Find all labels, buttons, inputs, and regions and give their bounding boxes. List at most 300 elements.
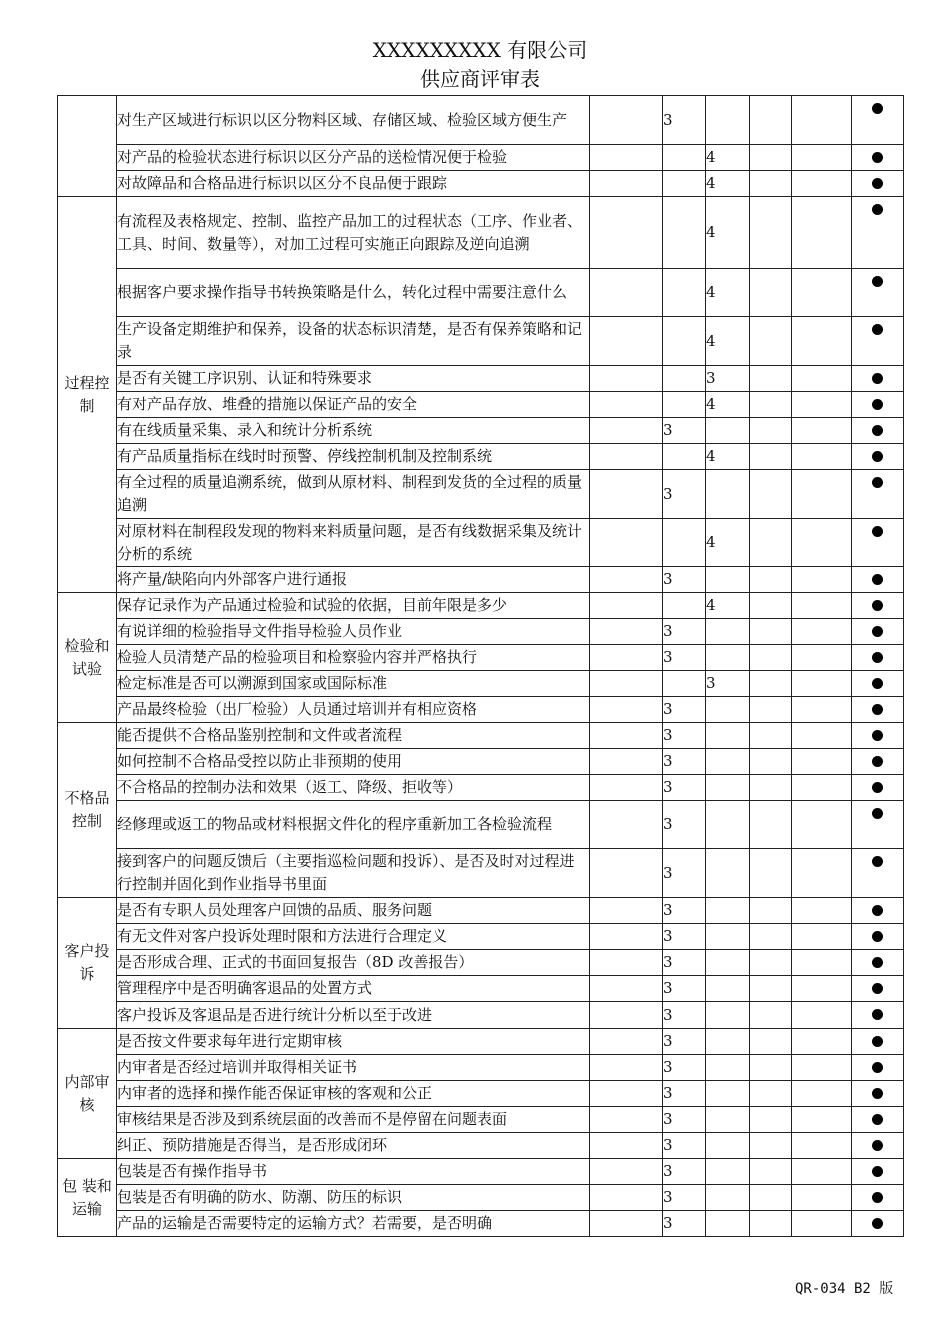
item-text-cell: 产品的运输是否需要特定的运输方式？若需要，是否明确	[117, 1211, 590, 1237]
empty-cell	[792, 197, 852, 269]
score-cell: 4	[706, 317, 750, 366]
empty-cell	[750, 924, 792, 950]
empty-cell	[590, 849, 663, 898]
empty-cell	[792, 619, 852, 645]
empty-cell	[590, 898, 663, 924]
empty-cell	[590, 1211, 663, 1237]
empty-cell	[750, 1081, 792, 1107]
category-cell: 检验和试验	[58, 593, 117, 723]
filled-circle-icon	[872, 178, 883, 189]
empty-cell	[706, 950, 750, 976]
filled-circle-icon	[872, 324, 883, 335]
empty-cell	[792, 1185, 852, 1211]
empty-cell	[792, 924, 852, 950]
mark-cell	[852, 749, 904, 775]
mark-cell	[852, 593, 904, 619]
filled-circle-icon	[872, 983, 883, 994]
empty-cell	[750, 317, 792, 366]
mark-cell	[852, 197, 904, 269]
empty-cell	[750, 1185, 792, 1211]
mark-cell	[852, 801, 904, 849]
table-row	[58, 1133, 904, 1159]
empty-cell	[792, 392, 852, 418]
empty-cell	[792, 444, 852, 470]
empty-cell	[706, 1029, 750, 1055]
category-cell	[58, 96, 117, 197]
item-text-cell: 将产量/缺陷向内外部客户进行通报	[117, 567, 590, 593]
table-row	[58, 444, 904, 470]
item-text-cell: 对原材料在制程段发现的物料来料质量问题，是否有线数据采集及统计分析的系统	[117, 519, 590, 567]
empty-cell	[663, 671, 706, 697]
score-cell: 3	[663, 801, 706, 849]
table-row	[58, 269, 904, 317]
table-row	[58, 1081, 904, 1107]
score-cell: 3	[663, 1002, 706, 1029]
empty-cell	[750, 723, 792, 749]
item-text-cell: 生产设备定期维护和保养，设备的状态标识清楚，是否有保养策略和记录	[117, 317, 590, 366]
score-cell: 4	[706, 269, 750, 317]
item-text-cell: 客户投诉及客退品是否进行统计分析以至于改进	[117, 1002, 590, 1029]
mark-cell	[852, 317, 904, 366]
category-cell: 不格品控制	[58, 723, 117, 898]
empty-cell	[792, 145, 852, 171]
mark-cell	[852, 697, 904, 723]
filled-circle-icon	[872, 730, 883, 741]
empty-cell	[792, 1081, 852, 1107]
empty-cell	[792, 96, 852, 145]
score-cell: 3	[663, 1107, 706, 1133]
score-cell: 3	[663, 976, 706, 1002]
filled-circle-icon	[872, 652, 883, 663]
mark-cell	[852, 418, 904, 444]
item-text-cell: 管理程序中是否明确客退品的处置方式	[117, 976, 590, 1002]
empty-cell	[792, 1055, 852, 1081]
empty-cell	[706, 898, 750, 924]
empty-cell	[663, 392, 706, 418]
evaluation-table	[57, 95, 904, 1237]
item-text-cell: 如何控制不合格品受控以防止非预期的使用	[117, 749, 590, 775]
empty-cell	[792, 1133, 852, 1159]
item-text-cell: 是否按文件要求每年进行定期审核	[117, 1029, 590, 1055]
item-text-cell: 检定标准是否可以溯源到国家或国际标准	[117, 671, 590, 697]
filled-circle-icon	[872, 678, 883, 689]
empty-cell	[792, 470, 852, 519]
empty-cell	[590, 96, 663, 145]
filled-circle-icon	[872, 856, 883, 867]
empty-cell	[706, 1211, 750, 1237]
item-text-cell: 保存记录作为产品通过检验和试验的依据，目前年限是多少	[117, 593, 590, 619]
filled-circle-icon	[872, 1166, 883, 1177]
item-text-cell: 有无文件对客户投诉处理时限和方法进行合理定义	[117, 924, 590, 950]
filled-circle-icon	[872, 1088, 883, 1099]
mark-cell	[852, 775, 904, 801]
table-row	[58, 801, 904, 849]
score-cell: 4	[706, 593, 750, 619]
filled-circle-icon	[872, 103, 883, 114]
item-text-cell: 有产品质量指标在线时时预警、停线控制机制及控制系统	[117, 444, 590, 470]
empty-cell	[750, 671, 792, 697]
mark-cell	[852, 269, 904, 317]
empty-cell	[663, 593, 706, 619]
table-row	[58, 1211, 904, 1237]
table-row	[58, 749, 904, 775]
empty-cell	[750, 444, 792, 470]
empty-cell	[750, 171, 792, 197]
filled-circle-icon	[872, 152, 883, 163]
table-row	[58, 849, 904, 898]
empty-cell	[590, 1185, 663, 1211]
empty-cell	[590, 1107, 663, 1133]
empty-cell	[590, 1133, 663, 1159]
company-name: XXXXXXXXX 有限公司	[372, 38, 588, 62]
empty-cell	[792, 775, 852, 801]
empty-cell	[590, 950, 663, 976]
empty-cell	[792, 366, 852, 392]
filled-circle-icon	[872, 451, 883, 462]
empty-cell	[706, 1081, 750, 1107]
empty-cell	[792, 1159, 852, 1185]
table-row	[58, 171, 904, 197]
empty-cell	[590, 924, 663, 950]
empty-cell	[590, 723, 663, 749]
table-row	[58, 1107, 904, 1133]
score-cell: 3	[663, 1029, 706, 1055]
empty-cell	[792, 801, 852, 849]
mark-cell	[852, 145, 904, 171]
empty-cell	[750, 1029, 792, 1055]
table-row	[58, 671, 904, 697]
empty-cell	[706, 1107, 750, 1133]
score-cell: 4	[706, 444, 750, 470]
empty-cell	[792, 317, 852, 366]
score-cell: 3	[663, 950, 706, 976]
item-text-cell: 经修理或返工的物品或材料根据文件化的程序重新加工各检验流程	[117, 801, 590, 849]
score-cell: 3	[663, 749, 706, 775]
score-cell: 4	[706, 197, 750, 269]
empty-cell	[750, 519, 792, 567]
empty-cell	[792, 269, 852, 317]
table-row	[58, 1159, 904, 1185]
empty-cell	[750, 269, 792, 317]
score-cell: 3	[663, 1081, 706, 1107]
empty-cell	[590, 197, 663, 269]
empty-cell	[706, 470, 750, 519]
filled-circle-icon	[872, 373, 883, 384]
mark-cell	[852, 976, 904, 1002]
table-row	[58, 317, 904, 366]
empty-cell	[706, 619, 750, 645]
score-cell: 3	[663, 723, 706, 749]
empty-cell	[750, 96, 792, 145]
item-text-cell: 不合格品的控制办法和效果（返工、降级、拒收等）	[117, 775, 590, 801]
table-row	[58, 1055, 904, 1081]
empty-cell	[792, 418, 852, 444]
mark-cell	[852, 96, 904, 145]
mark-cell	[852, 924, 904, 950]
filled-circle-icon	[872, 425, 883, 436]
score-cell: 3	[663, 1159, 706, 1185]
score-cell: 4	[706, 171, 750, 197]
empty-cell	[590, 145, 663, 171]
table-row	[58, 418, 904, 444]
empty-cell	[663, 197, 706, 269]
score-cell: 3	[663, 1133, 706, 1159]
filled-circle-icon	[872, 600, 883, 611]
item-text-cell: 是否有专职人员处理客户回馈的品质、服务问题	[117, 898, 590, 924]
score-cell: 3	[663, 775, 706, 801]
table-row	[58, 96, 904, 145]
item-text-cell: 有对产品存放、堆叠的措施以保证产品的安全	[117, 392, 590, 418]
filled-circle-icon	[872, 626, 883, 637]
table-row	[58, 645, 904, 671]
mark-cell	[852, 1002, 904, 1029]
score-cell: 3	[663, 470, 706, 519]
empty-cell	[663, 317, 706, 366]
empty-cell	[792, 645, 852, 671]
score-cell: 3	[663, 697, 706, 723]
mark-cell	[852, 470, 904, 519]
empty-cell	[590, 418, 663, 444]
filled-circle-icon	[872, 1062, 883, 1073]
filled-circle-icon	[872, 1036, 883, 1047]
score-cell: 4	[706, 392, 750, 418]
item-text-cell: 接到客户的问题反馈后（主要指巡检问题和投诉）、是否及时对过程进行控制并固化到作业指导书里面	[117, 849, 590, 898]
table-row	[58, 697, 904, 723]
table-row	[58, 898, 904, 924]
mark-cell	[852, 1159, 904, 1185]
empty-cell	[590, 775, 663, 801]
empty-cell	[706, 645, 750, 671]
empty-cell	[590, 444, 663, 470]
empty-cell	[706, 723, 750, 749]
empty-cell	[663, 171, 706, 197]
score-cell: 3	[706, 671, 750, 697]
empty-cell	[706, 96, 750, 145]
empty-cell	[706, 1055, 750, 1081]
table-row	[58, 392, 904, 418]
item-text-cell: 包装是否有操作指导书	[117, 1159, 590, 1185]
empty-cell	[706, 801, 750, 849]
category-cell: 客户投诉	[58, 898, 117, 1029]
empty-cell	[706, 1185, 750, 1211]
table-row	[58, 519, 904, 567]
empty-cell	[792, 976, 852, 1002]
empty-cell	[750, 950, 792, 976]
mark-cell	[852, 1211, 904, 1237]
table-row	[58, 1002, 904, 1029]
empty-cell	[750, 197, 792, 269]
item-text-cell: 内审者的选择和操作能否保证审核的客观和公正	[117, 1081, 590, 1107]
item-text-cell: 是否有关键工序识别、认证和特殊要求	[117, 366, 590, 392]
filled-circle-icon	[872, 808, 883, 819]
filled-circle-icon	[872, 1140, 883, 1151]
mark-cell	[852, 1055, 904, 1081]
empty-cell	[590, 671, 663, 697]
item-text-cell: 能否提供不合格品鉴别控制和文件或者流程	[117, 723, 590, 749]
filled-circle-icon	[872, 399, 883, 410]
table-row	[58, 145, 904, 171]
empty-cell	[750, 418, 792, 444]
table-row	[58, 470, 904, 519]
empty-cell	[750, 470, 792, 519]
empty-cell	[706, 567, 750, 593]
mark-cell	[852, 671, 904, 697]
empty-cell	[590, 619, 663, 645]
score-cell: 4	[706, 519, 750, 567]
item-text-cell: 有流程及表格规定、控制、监控产品加工的过程状态（工序、作业者、工具、时间、数量等），对加工过程可实施正向跟踪及逆向追溯	[117, 197, 590, 269]
item-text-cell: 有说详细的检验指导文件指导检验人员作业	[117, 619, 590, 645]
filled-circle-icon	[872, 957, 883, 968]
empty-cell	[792, 519, 852, 567]
empty-cell	[792, 567, 852, 593]
item-text-cell: 根据客户要求操作指导书转换策略是什么，转化过程中需要注意什么	[117, 269, 590, 317]
table-row	[58, 619, 904, 645]
filled-circle-icon	[872, 905, 883, 916]
empty-cell	[706, 849, 750, 898]
filled-circle-icon	[872, 526, 883, 537]
empty-cell	[792, 1002, 852, 1029]
table-row	[58, 1029, 904, 1055]
empty-cell	[750, 1159, 792, 1185]
empty-cell	[750, 697, 792, 723]
form-title: 供应商评审表	[420, 67, 540, 91]
empty-cell	[590, 1055, 663, 1081]
table-row	[58, 593, 904, 619]
empty-cell	[706, 1002, 750, 1029]
score-cell: 3	[663, 1185, 706, 1211]
score-cell: 3	[663, 898, 706, 924]
mark-cell	[852, 1185, 904, 1211]
form-code: QR-034 B2 版	[795, 1281, 894, 1297]
item-text-cell: 审核结果是否涉及到系统层面的改善而不是停留在问题表面	[117, 1107, 590, 1133]
score-cell: 3	[663, 1211, 706, 1237]
empty-cell	[590, 593, 663, 619]
score-cell: 3	[706, 366, 750, 392]
empty-cell	[792, 593, 852, 619]
mark-cell	[852, 567, 904, 593]
mark-cell	[852, 950, 904, 976]
empty-cell	[663, 519, 706, 567]
empty-cell	[590, 976, 663, 1002]
category-cell: 过程控制	[58, 197, 117, 593]
empty-cell	[750, 1055, 792, 1081]
mark-cell	[852, 723, 904, 749]
empty-cell	[792, 950, 852, 976]
empty-cell	[663, 366, 706, 392]
empty-cell	[590, 1002, 663, 1029]
empty-cell	[663, 269, 706, 317]
empty-cell	[706, 775, 750, 801]
empty-cell	[792, 697, 852, 723]
empty-cell	[590, 567, 663, 593]
empty-cell	[792, 898, 852, 924]
table-row	[58, 775, 904, 801]
item-text-cell: 纠正、预防措施是否得当，是否形成闭环	[117, 1133, 590, 1159]
score-cell: 4	[706, 145, 750, 171]
filled-circle-icon	[872, 204, 883, 215]
mark-cell	[852, 444, 904, 470]
filled-circle-icon	[872, 1218, 883, 1229]
table-row	[58, 924, 904, 950]
mark-cell	[852, 645, 904, 671]
empty-cell	[590, 697, 663, 723]
mark-cell	[852, 366, 904, 392]
item-text-cell: 检验人员清楚产品的检验项目和检察验内容并严格执行	[117, 645, 590, 671]
filled-circle-icon	[872, 1114, 883, 1125]
empty-cell	[792, 749, 852, 775]
item-text-cell: 对产品的检验状态进行标识以区分产品的送检情况便于检验	[117, 145, 590, 171]
empty-cell	[590, 392, 663, 418]
empty-cell	[750, 645, 792, 671]
item-text-cell: 包装是否有明确的防水、防潮、防压的标识	[117, 1185, 590, 1211]
empty-cell	[590, 317, 663, 366]
empty-cell	[792, 849, 852, 898]
score-cell: 3	[663, 567, 706, 593]
mark-cell	[852, 849, 904, 898]
empty-cell	[750, 1107, 792, 1133]
filled-circle-icon	[872, 756, 883, 767]
mark-cell	[852, 392, 904, 418]
item-text-cell: 是否形成合理、正式的书面回复报告（8D 改善报告）	[117, 950, 590, 976]
mark-cell	[852, 619, 904, 645]
empty-cell	[706, 1159, 750, 1185]
empty-cell	[792, 1107, 852, 1133]
table-row	[58, 976, 904, 1002]
item-text-cell: 产品最终检验（出厂检验）人员通过培训并有相应资格	[117, 697, 590, 723]
empty-cell	[750, 145, 792, 171]
item-text-cell: 内审者是否经过培训并取得相关证书	[117, 1055, 590, 1081]
empty-cell	[750, 392, 792, 418]
score-cell: 3	[663, 96, 706, 145]
score-cell: 3	[663, 1055, 706, 1081]
category-cell: 包 装和 运输	[58, 1159, 117, 1237]
item-text-cell: 对生产区域进行标识以区分物料区域、存储区域、检验区域方便生产	[117, 96, 590, 145]
empty-cell	[750, 1002, 792, 1029]
mark-cell	[852, 171, 904, 197]
empty-cell	[750, 775, 792, 801]
empty-cell	[590, 171, 663, 197]
filled-circle-icon	[872, 782, 883, 793]
mark-cell	[852, 1133, 904, 1159]
table-row	[58, 197, 904, 269]
table-row	[58, 366, 904, 392]
empty-cell	[792, 671, 852, 697]
mark-cell	[852, 1107, 904, 1133]
empty-cell	[750, 1211, 792, 1237]
score-cell: 3	[663, 849, 706, 898]
filled-circle-icon	[872, 574, 883, 585]
empty-cell	[750, 619, 792, 645]
empty-cell	[750, 849, 792, 898]
empty-cell	[706, 749, 750, 775]
table-row	[58, 1185, 904, 1211]
score-cell: 3	[663, 619, 706, 645]
empty-cell	[706, 1133, 750, 1159]
empty-cell	[706, 697, 750, 723]
empty-cell	[590, 1159, 663, 1185]
empty-cell	[750, 801, 792, 849]
empty-cell	[792, 723, 852, 749]
empty-cell	[590, 366, 663, 392]
mark-cell	[852, 1081, 904, 1107]
filled-circle-icon	[872, 931, 883, 942]
empty-cell	[750, 567, 792, 593]
empty-cell	[706, 976, 750, 1002]
table-row	[58, 950, 904, 976]
empty-cell	[706, 418, 750, 444]
empty-cell	[706, 924, 750, 950]
table-row	[58, 723, 904, 749]
